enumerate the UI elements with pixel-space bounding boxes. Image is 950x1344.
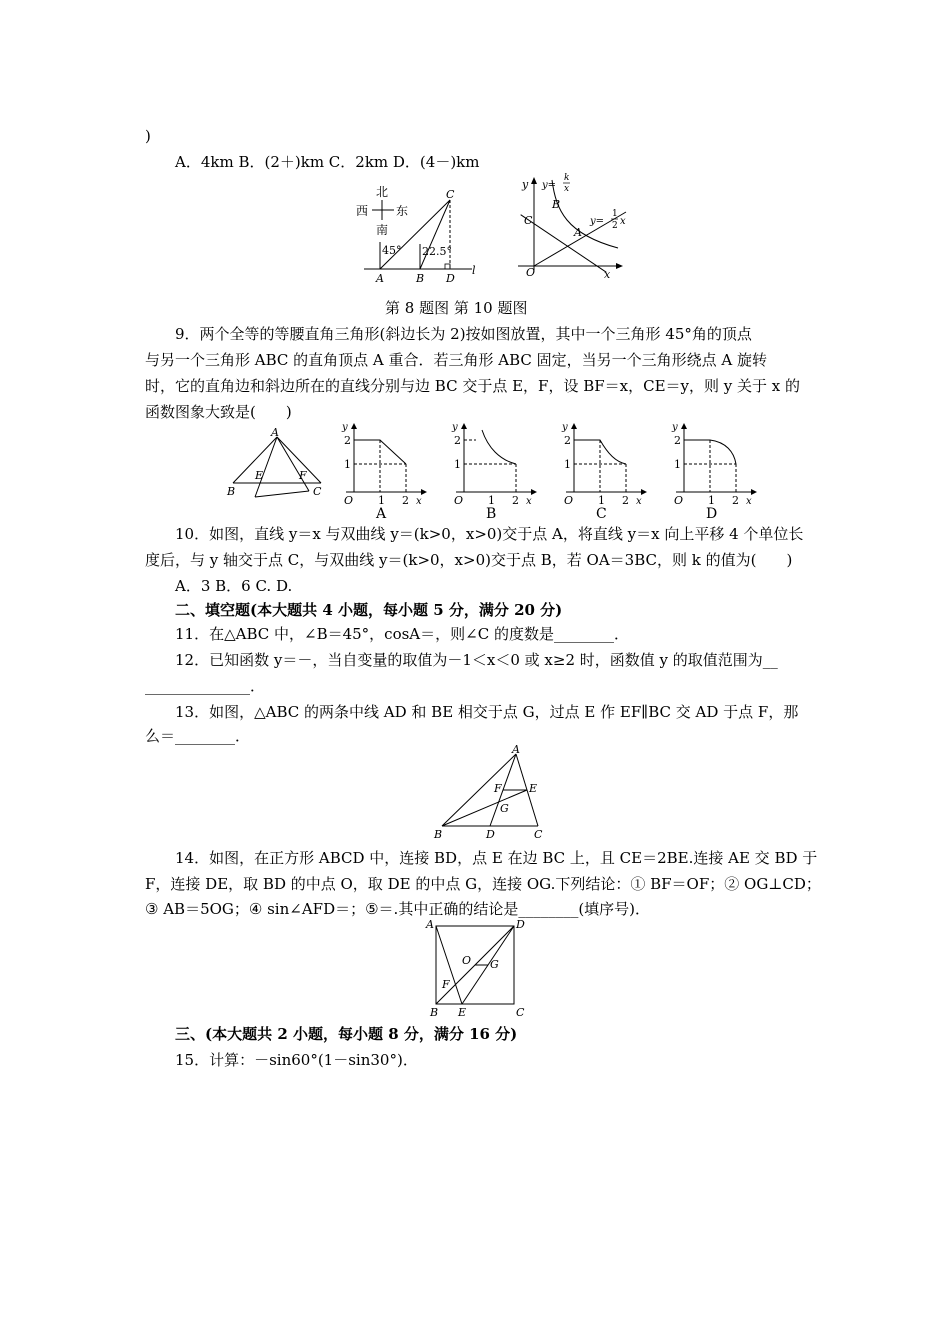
graph-option-a <box>340 420 430 520</box>
figure-14 <box>422 916 532 1020</box>
fig8-label-a: A <box>376 272 384 285</box>
q10-line-2: 度后，与 y 轴交于点 C，与双曲线 y＝(k>0，x>0)交于点 B，若 OA＝3BC，则 k 的值为( ) <box>145 551 793 569</box>
q14-line-1: 14．如图，在正方形 ABCD 中，连接 BD，点 E 在边 BC 上，且 CE＝2BE.连接 AE 交 BD 于 <box>175 849 818 867</box>
q8-options: A．4km B．(2＋)km C．2km D．(4－)km <box>175 153 480 171</box>
graph-label-b: B <box>486 506 497 520</box>
fig14-label-o: O <box>462 954 472 967</box>
svg-text:2: 2 <box>454 434 461 447</box>
svg-text:1: 1 <box>378 494 385 507</box>
fig10-eq2-1: 1 <box>612 209 618 219</box>
fig14-label-g: G <box>490 958 499 971</box>
fig10-eq1: y= <box>542 180 557 191</box>
svg-text:2: 2 <box>344 434 351 447</box>
fig10-origin: O <box>526 266 536 279</box>
q13-line-2: 么＝________． <box>145 727 251 745</box>
text-line: ) <box>145 127 151 145</box>
svg-text:x: x <box>746 496 752 507</box>
svg-text:2: 2 <box>402 494 409 507</box>
svg-text:O: O <box>344 494 354 507</box>
fig10-eq2-x: x <box>620 216 626 227</box>
q13-line-1: 13．如图，△ABC 的两条中线 AD 和 BE 相交于点 G，过点 E 作 EF∥BC 交 AD 于点 F，那 <box>175 703 799 721</box>
figure-8 <box>350 182 490 287</box>
svg-text:2: 2 <box>622 494 629 507</box>
graph-label-c: C <box>596 506 607 520</box>
fig9-label-b: B <box>227 485 236 498</box>
svg-text:2: 2 <box>512 494 519 507</box>
fig8-label-c: C <box>446 188 455 201</box>
q11: 11．在△ABC 中，∠B＝45°，cosA＝，则∠C 的度数是________． <box>175 625 629 643</box>
svg-text:x: x <box>636 496 642 507</box>
fig8-north: 北 <box>376 185 389 199</box>
svg-text:y: y <box>562 422 568 433</box>
figure-9 <box>225 425 330 500</box>
fig10-eq2: y= <box>590 216 605 227</box>
fig14-label-b: B <box>430 1006 439 1019</box>
section-2-heading: 二、填空题(本大题共 4 小题，每小题 5 分，满分 20 分) <box>175 601 563 619</box>
svg-text:2: 2 <box>674 434 681 447</box>
graph-option-d <box>670 420 760 520</box>
fig8-east: 东 <box>396 204 409 218</box>
fig10-eq2-2: 2 <box>612 221 618 231</box>
fig8-label-b: B <box>416 272 425 285</box>
fig14-label-e: E <box>458 1006 467 1019</box>
q9-line-2: 与另一个三角形 ABC 的直角顶点 A 重合．若三角形 ABC 固定，当另一个三角形绕点 A 旋转 <box>145 351 768 369</box>
fig10-label-c: C <box>524 214 533 227</box>
fig14-label-d: D <box>516 918 525 931</box>
q10-line-1: 10．如图，直线 y＝x 与双曲线 y＝(k>0，x>0)交于点 A，将直线 y＝x 向上平移 4 个单位长 <box>175 525 804 543</box>
fig13-label-d: D <box>486 828 495 841</box>
fig8-west: 西 <box>356 204 369 218</box>
svg-text:1: 1 <box>564 458 571 471</box>
svg-text:2: 2 <box>732 494 739 507</box>
fig13-label-f: F <box>494 782 502 795</box>
figure-10 <box>508 170 638 280</box>
fig14-label-a: A <box>426 918 434 931</box>
figure-captions: 第 8 题图 第 10 题图 <box>385 299 528 317</box>
q14-line-2: F，连接 DE，取 BD 的中点 O，取 DE 的中点 G，连接 OG.下列结论：① BF＝OF；② OG⊥CD； <box>145 875 821 893</box>
fig8-label-d: D <box>446 272 455 285</box>
svg-text:O: O <box>564 494 574 507</box>
section-3-heading: 三、(本大题共 2 小题，每小题 8 分，满分 16 分) <box>175 1025 518 1043</box>
svg-text:O: O <box>674 494 684 507</box>
fig9-label-f: F <box>299 469 307 482</box>
graph-option-c <box>560 420 650 520</box>
q9-line-4: 函数图象大致是( ) <box>145 403 292 421</box>
fig13-label-e: E <box>529 782 538 795</box>
svg-text:1: 1 <box>598 494 605 507</box>
q10-options: A．3 B．6 C. D. <box>175 577 293 595</box>
svg-text:O: O <box>454 494 464 507</box>
fig13-label-a: A <box>512 743 520 756</box>
q9-line-1: 9．两个全等的等腰直角三角形(斜边长为 2)按如图放置，其中一个三角形 45°角的顶点 <box>175 325 752 343</box>
fig14-label-f: F <box>442 978 450 991</box>
fig9-label-e: E <box>255 469 264 482</box>
fig8-label-l: l <box>472 264 476 277</box>
figure-13 <box>430 742 555 842</box>
fig9-label-a: A <box>271 426 279 439</box>
fig10-label-b: B <box>552 198 561 211</box>
fig10-axis-y: y <box>522 178 529 191</box>
q9-line-3: 时，它的直角边和斜边所在的直线分别与边 BC 交于点 E，F，设 BF＝x，CE＝y，则 y 关于 x 的 <box>145 377 801 395</box>
fig10-eq1-x: x <box>564 184 570 194</box>
svg-text:2: 2 <box>564 434 571 447</box>
svg-text:y: y <box>672 422 678 433</box>
fig8-angle-225: 22.5° <box>422 245 452 258</box>
svg-text:x: x <box>526 496 532 507</box>
q12-line-1: 12．已知函数 y＝－，当自变量的取值为－1＜x＜0 或 x≥2 时，函数值 y 的取值范围为__ <box>175 651 778 669</box>
svg-text:x: x <box>416 496 422 507</box>
svg-text:1: 1 <box>708 494 715 507</box>
fig10-label-a: A <box>574 226 582 239</box>
fig13-label-c: C <box>534 828 543 841</box>
fig8-angle-45: 45° <box>382 244 402 257</box>
fig8-south: 南 <box>376 223 389 237</box>
svg-text:1: 1 <box>674 458 681 471</box>
q14-line-3: ③ AB＝5OG；④ sin∠AFD＝；⑤＝.其中正确的结论是________(填序号)． <box>145 900 651 918</box>
svg-text:1: 1 <box>454 458 461 471</box>
svg-text:1: 1 <box>344 458 351 471</box>
fig14-label-c: C <box>516 1006 525 1019</box>
svg-text:y: y <box>452 422 458 433</box>
fig13-label-g: G <box>500 802 509 815</box>
svg-text:1: 1 <box>488 494 495 507</box>
fig10-eq1-k: k <box>564 173 570 183</box>
fig9-label-c: C <box>313 485 322 498</box>
fig13-label-b: B <box>434 828 443 841</box>
q15: 15．计算：－sin60°(1－sin30°)． <box>175 1051 418 1069</box>
graph-label-a: A <box>376 506 387 520</box>
svg-text:y: y <box>342 422 348 433</box>
graph-option-b <box>450 420 540 520</box>
fig10-axis-x: x <box>604 268 611 280</box>
graph-label-d: D <box>706 506 718 520</box>
fig10-hyperbola <box>552 180 618 248</box>
q12-line-2: ______________． <box>145 677 266 695</box>
